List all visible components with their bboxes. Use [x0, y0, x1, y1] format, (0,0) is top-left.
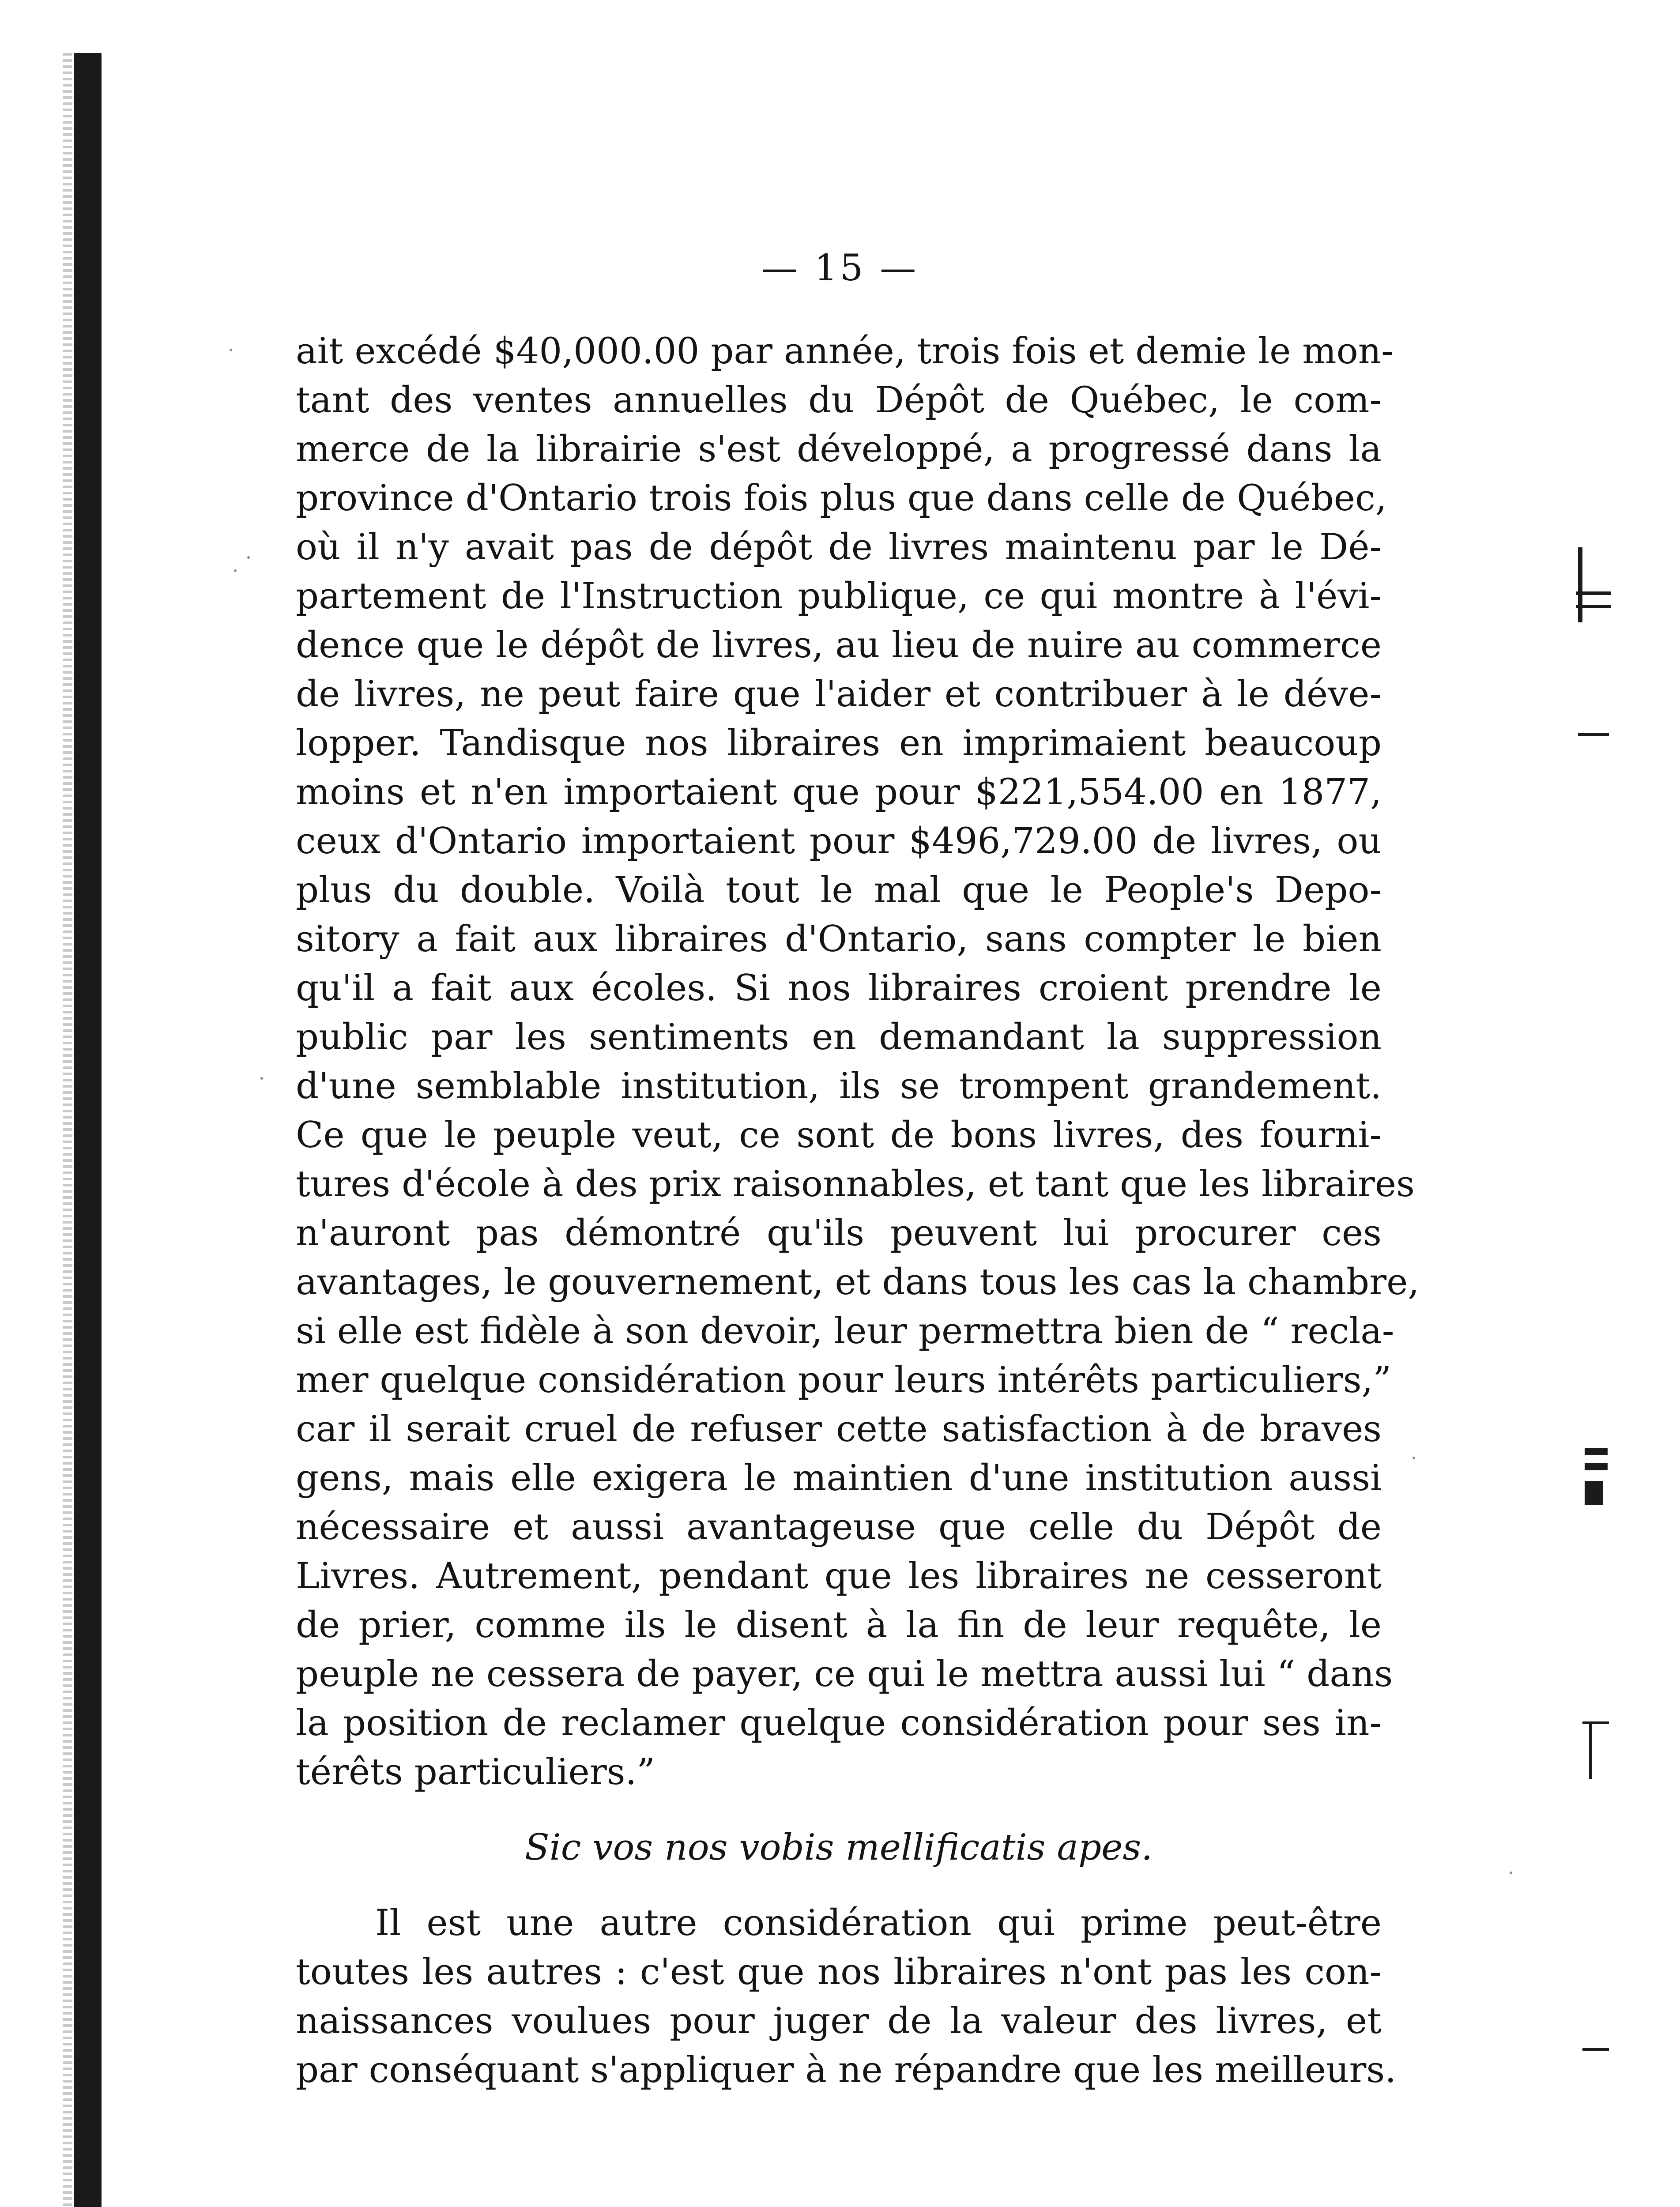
margin-dash: [1578, 733, 1609, 736]
text-line: Ce que le peuple veut, ce sont de bons livres, des fourni-: [296, 1114, 1382, 1156]
margin-rule: [1578, 547, 1582, 622]
text-line: par conséquant s'appliquer à ne répandre que les meilleurs.: [296, 2049, 1397, 2091]
body-text: [296, 327, 1420, 2094]
text-line: térêts particuliers.”: [296, 1751, 655, 1793]
text-line: qu'il a fait aux écoles. Si nos libraires croient prendre le: [296, 967, 1382, 1009]
margin-dash: [1582, 1721, 1609, 1724]
margin-dash: [1576, 591, 1611, 595]
text-line: car il serait cruel de refuser cette satisfaction à de braves: [296, 1408, 1382, 1450]
text-line: ait excédé $40,000.00 par année, trois fois et demie le mon-: [296, 330, 1394, 372]
margin-dash: [1585, 1463, 1608, 1470]
latin-motto: Sic vos nos vobis mellificatis apes.: [524, 1827, 1153, 1868]
paragraph-2: [296, 1898, 1397, 2094]
margin-dash: [1585, 1448, 1608, 1455]
speck: [247, 556, 250, 559]
text-line: Il est une autre considération qui prime peut-être: [375, 1902, 1382, 1944]
speck: [1413, 1457, 1415, 1459]
text-line: de prier, comme ils le disent à la fin de leur requête, le: [296, 1604, 1382, 1646]
text-line: sitory a fait aux libraires d'Ontario, sans compter le bien: [296, 918, 1382, 960]
text-line: avantages, le gouvernement, et dans tous les cas la chambre,: [296, 1261, 1420, 1303]
text-line: moins et n'en importaient que pour $221,554.00 en 1877,: [296, 771, 1382, 813]
text-line: où il n'y avait pas de dépôt de livres maintenu par le Dé-: [296, 526, 1382, 568]
text-line: dence que le dépôt de livres, au lieu de nuire au commerce: [296, 624, 1382, 666]
text-line: la position de reclamer quelque considération pour ses in-: [296, 1702, 1382, 1744]
text-line: naissances voulues pour juger de la valeur des livres, et: [296, 2000, 1382, 2042]
text-line: tant des ventes annuelles du Dépôt de Québec, le com-: [296, 379, 1382, 421]
text-line: Livres. Autrement, pendant que les libraires ne cesseront: [296, 1555, 1382, 1597]
text-line: mer quelque considération pour leurs intérêts particuliers,”: [296, 1359, 1392, 1401]
speck: [230, 349, 232, 351]
page-number: — 15 —: [761, 247, 919, 289]
paragraph-1: [296, 327, 1420, 1796]
text-line: lopper. Tandisque nos libraires en imprimaient beaucoup: [296, 722, 1382, 764]
text-line: partement de l'Instruction publique, ce qui montre à l'évi-: [296, 575, 1382, 617]
margin-rule: [1589, 1721, 1592, 1779]
text-line: toutes les autres : c'est que nos libraires n'ont pas les con-: [296, 1951, 1382, 1993]
binding-edge: [74, 53, 102, 2207]
speck: [234, 569, 237, 572]
text-line: merce de la librairie s'est développé, a progressé dans la: [296, 428, 1382, 470]
text-line: d'une semblable institution, ils se trompent grandement.: [296, 1065, 1382, 1107]
text-line: n'auront pas démontré qu'ils peuvent lui procurer ces: [296, 1212, 1382, 1254]
text-line: tures d'école à des prix raisonnables, et tant que les libraires: [296, 1163, 1415, 1205]
text-line: plus du double. Voilà tout le mal que le People's Depo-: [296, 869, 1382, 911]
text-line: ceux d'Ontario importaient pour $496,729.00 de livres, ou: [296, 820, 1382, 862]
margin-dash: [1576, 605, 1611, 608]
text-line: province d'Ontario trois fois plus que dans celle de Québec,: [296, 477, 1387, 519]
text-line: public par les sentiments en demandant la suppression: [296, 1016, 1382, 1058]
margin-block: [1585, 1481, 1603, 1505]
text-line: de livres, ne peut faire que l'aider et contribuer à le déve-: [296, 673, 1382, 715]
text-line: gens, mais elle exigera le maintien d'une institution aussi: [296, 1457, 1382, 1499]
text-line: si elle est fidèle à son devoir, leur permettra bien de “ recla-: [296, 1310, 1394, 1352]
margin-dash: [1582, 2048, 1609, 2051]
speck: [1510, 1872, 1512, 1874]
text-line: peuple ne cessera de payer, ce qui le mettra aussi lui “ dans: [296, 1653, 1393, 1695]
text-line: nécessaire et aussi avantageuse que celle du Dépôt de: [296, 1506, 1382, 1548]
speck: [260, 1077, 263, 1080]
